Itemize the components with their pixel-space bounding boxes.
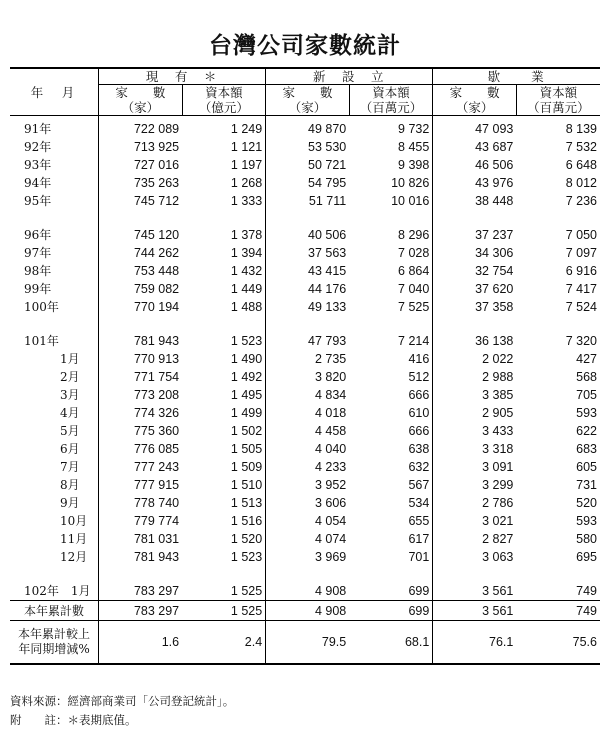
table-cell: 701 — [408, 550, 430, 564]
table-cell: 512 — [408, 370, 430, 384]
table-cell: 2 905 — [433, 404, 517, 422]
table-cell: 705 — [576, 388, 597, 402]
table-cell: 1 523 — [230, 334, 263, 348]
table-cell: 773 208 — [99, 386, 183, 404]
row-label: 94年 — [24, 176, 52, 190]
col-header: 資本額 — [349, 85, 433, 101]
table-cell: 4 908 — [266, 582, 350, 601]
table-cell: 745 712 — [99, 192, 183, 210]
row-label: 1月 — [60, 352, 80, 366]
table-cell: 8 296 — [398, 228, 430, 242]
table-row — [10, 582, 600, 601]
row-label: 3月 — [60, 388, 80, 402]
group-header-closed: 歇 業 — [433, 68, 600, 85]
table-cell: 638 — [408, 442, 430, 456]
col-header: 資本額 — [516, 85, 600, 101]
table-cell: 699 — [349, 601, 433, 621]
table-cell: 3 561 — [433, 601, 517, 621]
table-cell: 43 415 — [266, 262, 350, 280]
table-cell: 1 394 — [230, 246, 263, 260]
table-cell: 1 502 — [230, 424, 263, 438]
table-cell: 1 490 — [230, 352, 263, 366]
table-row — [10, 530, 600, 548]
company-stats-table — [10, 67, 600, 665]
table-cell: 744 262 — [99, 244, 183, 262]
table-cell: 7 320 — [565, 334, 597, 348]
row-label: 98年 — [24, 264, 52, 278]
table-cell: 416 — [408, 352, 430, 366]
table-cell: 2 022 — [433, 350, 517, 368]
table-cell: 4 233 — [266, 458, 350, 476]
spacer-row — [10, 566, 600, 582]
table-cell: 7 524 — [565, 300, 597, 314]
col-header: 家 數 — [433, 85, 517, 101]
table-row — [10, 280, 600, 298]
table-cell: 32 754 — [433, 262, 517, 280]
table-cell: 3 318 — [433, 440, 517, 458]
table-cell: 8 139 — [565, 122, 597, 136]
table-cell: 47 093 — [433, 116, 517, 139]
table-cell: 1 378 — [230, 228, 263, 242]
header-label-row — [10, 85, 600, 101]
header-unit-row — [10, 100, 600, 116]
table-cell: 9 732 — [398, 122, 430, 136]
table-cell: 779 774 — [99, 512, 183, 530]
table-row — [10, 332, 600, 350]
source-note: 資料來源：經濟部商業司「公司登記統計」。 — [10, 694, 235, 708]
table-cell: 6 648 — [565, 158, 597, 172]
table-cell: 10 016 — [391, 194, 430, 208]
footnote: 附 註：＊表期底值。 — [10, 713, 137, 727]
row-label: 4月 — [60, 406, 80, 420]
table-cell: 749 — [516, 601, 600, 621]
table-cell: 6 916 — [565, 264, 597, 278]
table-cell: 1 520 — [230, 532, 263, 546]
table-cell: 605 — [576, 460, 597, 474]
group-header-existing: 現 有 ＊ — [99, 68, 266, 85]
table-row — [10, 368, 600, 386]
table-cell: 76.1 — [433, 621, 517, 665]
table-row — [10, 494, 600, 512]
header-group-row — [10, 68, 600, 85]
row-label: 102年 1月 — [24, 584, 91, 598]
table-cell: 37 237 — [433, 226, 517, 244]
table-cell: 3 433 — [433, 422, 517, 440]
table-cell: 4 908 — [266, 601, 350, 621]
table-cell: 9 398 — [398, 158, 430, 172]
table-cell: 4 018 — [266, 404, 350, 422]
table-cell: 2 786 — [433, 494, 517, 512]
table-cell: 4 458 — [266, 422, 350, 440]
table-cell: 534 — [408, 496, 430, 510]
table-cell: 40 506 — [266, 226, 350, 244]
table-row — [10, 156, 600, 174]
table-cell: 593 — [576, 406, 597, 420]
table-cell: 3 385 — [433, 386, 517, 404]
table-cell: 745 120 — [99, 226, 183, 244]
row-label: 12月 — [60, 550, 88, 564]
table-cell: 7 028 — [398, 246, 430, 260]
table-cell: 8 012 — [565, 176, 597, 190]
table-cell: 1 513 — [230, 496, 263, 510]
table-cell: 1 499 — [230, 406, 263, 420]
table-cell: 7 417 — [565, 282, 597, 296]
table-cell: 2.4 — [182, 621, 266, 665]
table-cell: 568 — [576, 370, 597, 384]
row-label: 2月 — [60, 370, 80, 384]
row-label-line: 年同期增減% — [18, 642, 90, 656]
table-cell: 580 — [576, 532, 597, 546]
table-cell: 53 530 — [266, 138, 350, 156]
table-cell: 783 297 — [99, 582, 183, 601]
spacer-row — [10, 316, 600, 332]
table-row — [10, 174, 600, 192]
table-cell: 7 097 — [565, 246, 597, 260]
table-row — [10, 226, 600, 244]
page-title: 台灣公司家數統計 — [209, 32, 401, 59]
table-cell: 46 506 — [433, 156, 517, 174]
table-cell: 1 249 — [230, 122, 263, 136]
table-row — [10, 601, 600, 621]
row-label: 96年 — [24, 228, 52, 242]
group-header-new: 新 設 立 — [266, 68, 433, 85]
row-label: 11月 — [60, 532, 88, 546]
table-cell: 774 326 — [99, 404, 183, 422]
table-cell: 68.1 — [349, 621, 433, 665]
table-cell: 567 — [408, 478, 430, 492]
table-cell: 1 510 — [230, 478, 263, 492]
table-cell: 49 133 — [266, 298, 350, 316]
table-cell: 520 — [576, 496, 597, 510]
col-unit: （百萬元） — [516, 100, 600, 116]
row-label: 101年 — [24, 334, 59, 348]
table-cell: 1 121 — [230, 140, 263, 154]
table-cell: 666 — [408, 388, 430, 402]
col-header: 資本額 — [182, 85, 266, 101]
table-cell: 51 711 — [266, 192, 350, 210]
table-cell: 6 864 — [398, 264, 430, 278]
table-cell: 2 827 — [433, 530, 517, 548]
table-cell: 3 063 — [433, 548, 517, 566]
table-cell: 1 432 — [230, 264, 263, 278]
table-cell: 770 194 — [99, 298, 183, 316]
row-label-header: 年 月 — [10, 68, 99, 116]
table-cell: 43 687 — [433, 138, 517, 156]
col-unit: （億元） — [182, 100, 266, 116]
table-cell: 1 523 — [230, 550, 263, 564]
table-cell: 610 — [408, 406, 430, 420]
table-cell: 75.6 — [516, 621, 600, 665]
table-row — [10, 458, 600, 476]
table-row — [10, 404, 600, 422]
table-row — [10, 548, 600, 566]
table-cell: 49 870 — [266, 116, 350, 139]
table-row — [10, 621, 600, 665]
table-cell: 775 360 — [99, 422, 183, 440]
table-row — [10, 350, 600, 368]
table-cell: 2 988 — [433, 368, 517, 386]
table-cell: 1 516 — [230, 514, 263, 528]
table-cell: 781 031 — [99, 530, 183, 548]
table-cell: 776 085 — [99, 440, 183, 458]
row-label: 10月 — [60, 514, 88, 528]
table-cell: 2 735 — [266, 350, 350, 368]
table-cell: 427 — [576, 352, 597, 366]
table-cell: 3 091 — [433, 458, 517, 476]
table-cell: 722 089 — [99, 116, 183, 139]
table-cell: 4 054 — [266, 512, 350, 530]
row-label: 92年 — [24, 140, 52, 154]
row-label: 8月 — [60, 478, 80, 492]
table-row — [10, 262, 600, 280]
table-cell: 777 915 — [99, 476, 183, 494]
table-row — [10, 244, 600, 262]
table-cell: 1 197 — [230, 158, 263, 172]
table-cell: 1 492 — [230, 370, 263, 384]
table-cell: 34 306 — [433, 244, 517, 262]
table-cell: 1 495 — [230, 388, 263, 402]
row-label-line: 本年累計較上 — [18, 627, 91, 641]
row-label: 91年 — [24, 122, 52, 136]
table-cell: 3 952 — [266, 476, 350, 494]
table-cell: 1 488 — [230, 300, 263, 314]
table-cell: 632 — [408, 460, 430, 474]
table-cell: 8 455 — [398, 140, 430, 154]
table-cell: 683 — [576, 442, 597, 456]
row-label: 本年累計數 — [10, 601, 99, 621]
row-label: 6月 — [60, 442, 80, 456]
table-cell: 3 021 — [433, 512, 517, 530]
col-header: 家 數 — [266, 85, 350, 101]
table-cell: 37 358 — [433, 298, 517, 316]
table-cell: 731 — [576, 478, 597, 492]
table-cell: 1 505 — [230, 442, 263, 456]
table-row — [10, 512, 600, 530]
col-header: 家 數 — [99, 85, 183, 101]
table-cell: 38 448 — [433, 192, 517, 210]
table-cell: 781 943 — [99, 332, 183, 350]
row-label — [10, 621, 99, 665]
table-row — [10, 298, 600, 316]
row-label: 99年 — [24, 282, 52, 296]
table-cell: 622 — [576, 424, 597, 438]
table-cell: 7 050 — [565, 228, 597, 242]
row-label: 95年 — [24, 194, 52, 208]
table-cell: 54 795 — [266, 174, 350, 192]
table-cell: 7 214 — [398, 334, 430, 348]
table-cell: 759 082 — [99, 280, 183, 298]
row-label: 9月 — [60, 496, 80, 510]
row-label: 93年 — [24, 158, 52, 172]
table-cell: 713 925 — [99, 138, 183, 156]
table-cell: 617 — [408, 532, 430, 546]
table-cell: 44 176 — [266, 280, 350, 298]
table-cell: 1 525 — [182, 601, 266, 621]
table-cell: 79.5 — [266, 621, 350, 665]
table-cell: 4 040 — [266, 440, 350, 458]
table-cell: 10 826 — [391, 176, 430, 190]
table-cell: 7 525 — [398, 300, 430, 314]
table-row — [10, 138, 600, 156]
table-cell: 43 976 — [433, 174, 517, 192]
table-cell: 695 — [576, 550, 597, 564]
table-cell: 37 563 — [266, 244, 350, 262]
table-cell: 1 449 — [230, 282, 263, 296]
col-unit: （百萬元） — [349, 100, 433, 116]
table-cell: 4 834 — [266, 386, 350, 404]
table-cell: 37 620 — [433, 280, 517, 298]
table-cell: 3 561 — [433, 582, 517, 601]
table-row — [10, 192, 600, 210]
col-unit: （家） — [266, 100, 350, 116]
table-cell: 50 721 — [266, 156, 350, 174]
table-row — [10, 422, 600, 440]
table-cell: 777 243 — [99, 458, 183, 476]
table-cell: 781 943 — [99, 548, 183, 566]
row-label: 97年 — [24, 246, 52, 260]
table-cell: 735 263 — [99, 174, 183, 192]
row-label: 7月 — [60, 460, 80, 474]
spacer-row — [10, 210, 600, 226]
table-cell: 36 138 — [433, 332, 517, 350]
table-cell: 1 333 — [230, 194, 263, 208]
table-cell: 7 236 — [565, 194, 597, 208]
table-cell: 699 — [408, 584, 430, 598]
table-row — [10, 116, 600, 139]
table-cell: 3 969 — [266, 548, 350, 566]
table-cell: 655 — [408, 514, 430, 528]
table-cell: 727 016 — [99, 156, 183, 174]
table-row — [10, 476, 600, 494]
row-label: 5月 — [60, 424, 80, 438]
table-cell: 47 793 — [266, 332, 350, 350]
row-label: 100年 — [24, 300, 59, 314]
table-cell: 749 — [576, 584, 597, 598]
table-cell: 778 740 — [99, 494, 183, 512]
table-cell: 1 525 — [230, 584, 263, 598]
table-cell: 753 448 — [99, 262, 183, 280]
table-cell: 3 820 — [266, 368, 350, 386]
table-cell: 7 532 — [565, 140, 597, 154]
table-cell: 3 299 — [433, 476, 517, 494]
table-cell: 1 509 — [230, 460, 263, 474]
table-cell: 1 268 — [230, 176, 263, 190]
col-unit: （家） — [433, 100, 517, 116]
table-cell: 783 297 — [99, 601, 183, 621]
table-cell: 1.6 — [99, 621, 183, 665]
table-cell: 771 754 — [99, 368, 183, 386]
table-cell: 7 040 — [398, 282, 430, 296]
table-row — [10, 440, 600, 458]
table-cell: 593 — [576, 514, 597, 528]
table-cell: 770 913 — [99, 350, 183, 368]
table-cell: 666 — [408, 424, 430, 438]
col-unit: （家） — [99, 100, 183, 116]
table-cell: 3 606 — [266, 494, 350, 512]
table-cell: 4 074 — [266, 530, 350, 548]
table-row — [10, 386, 600, 404]
